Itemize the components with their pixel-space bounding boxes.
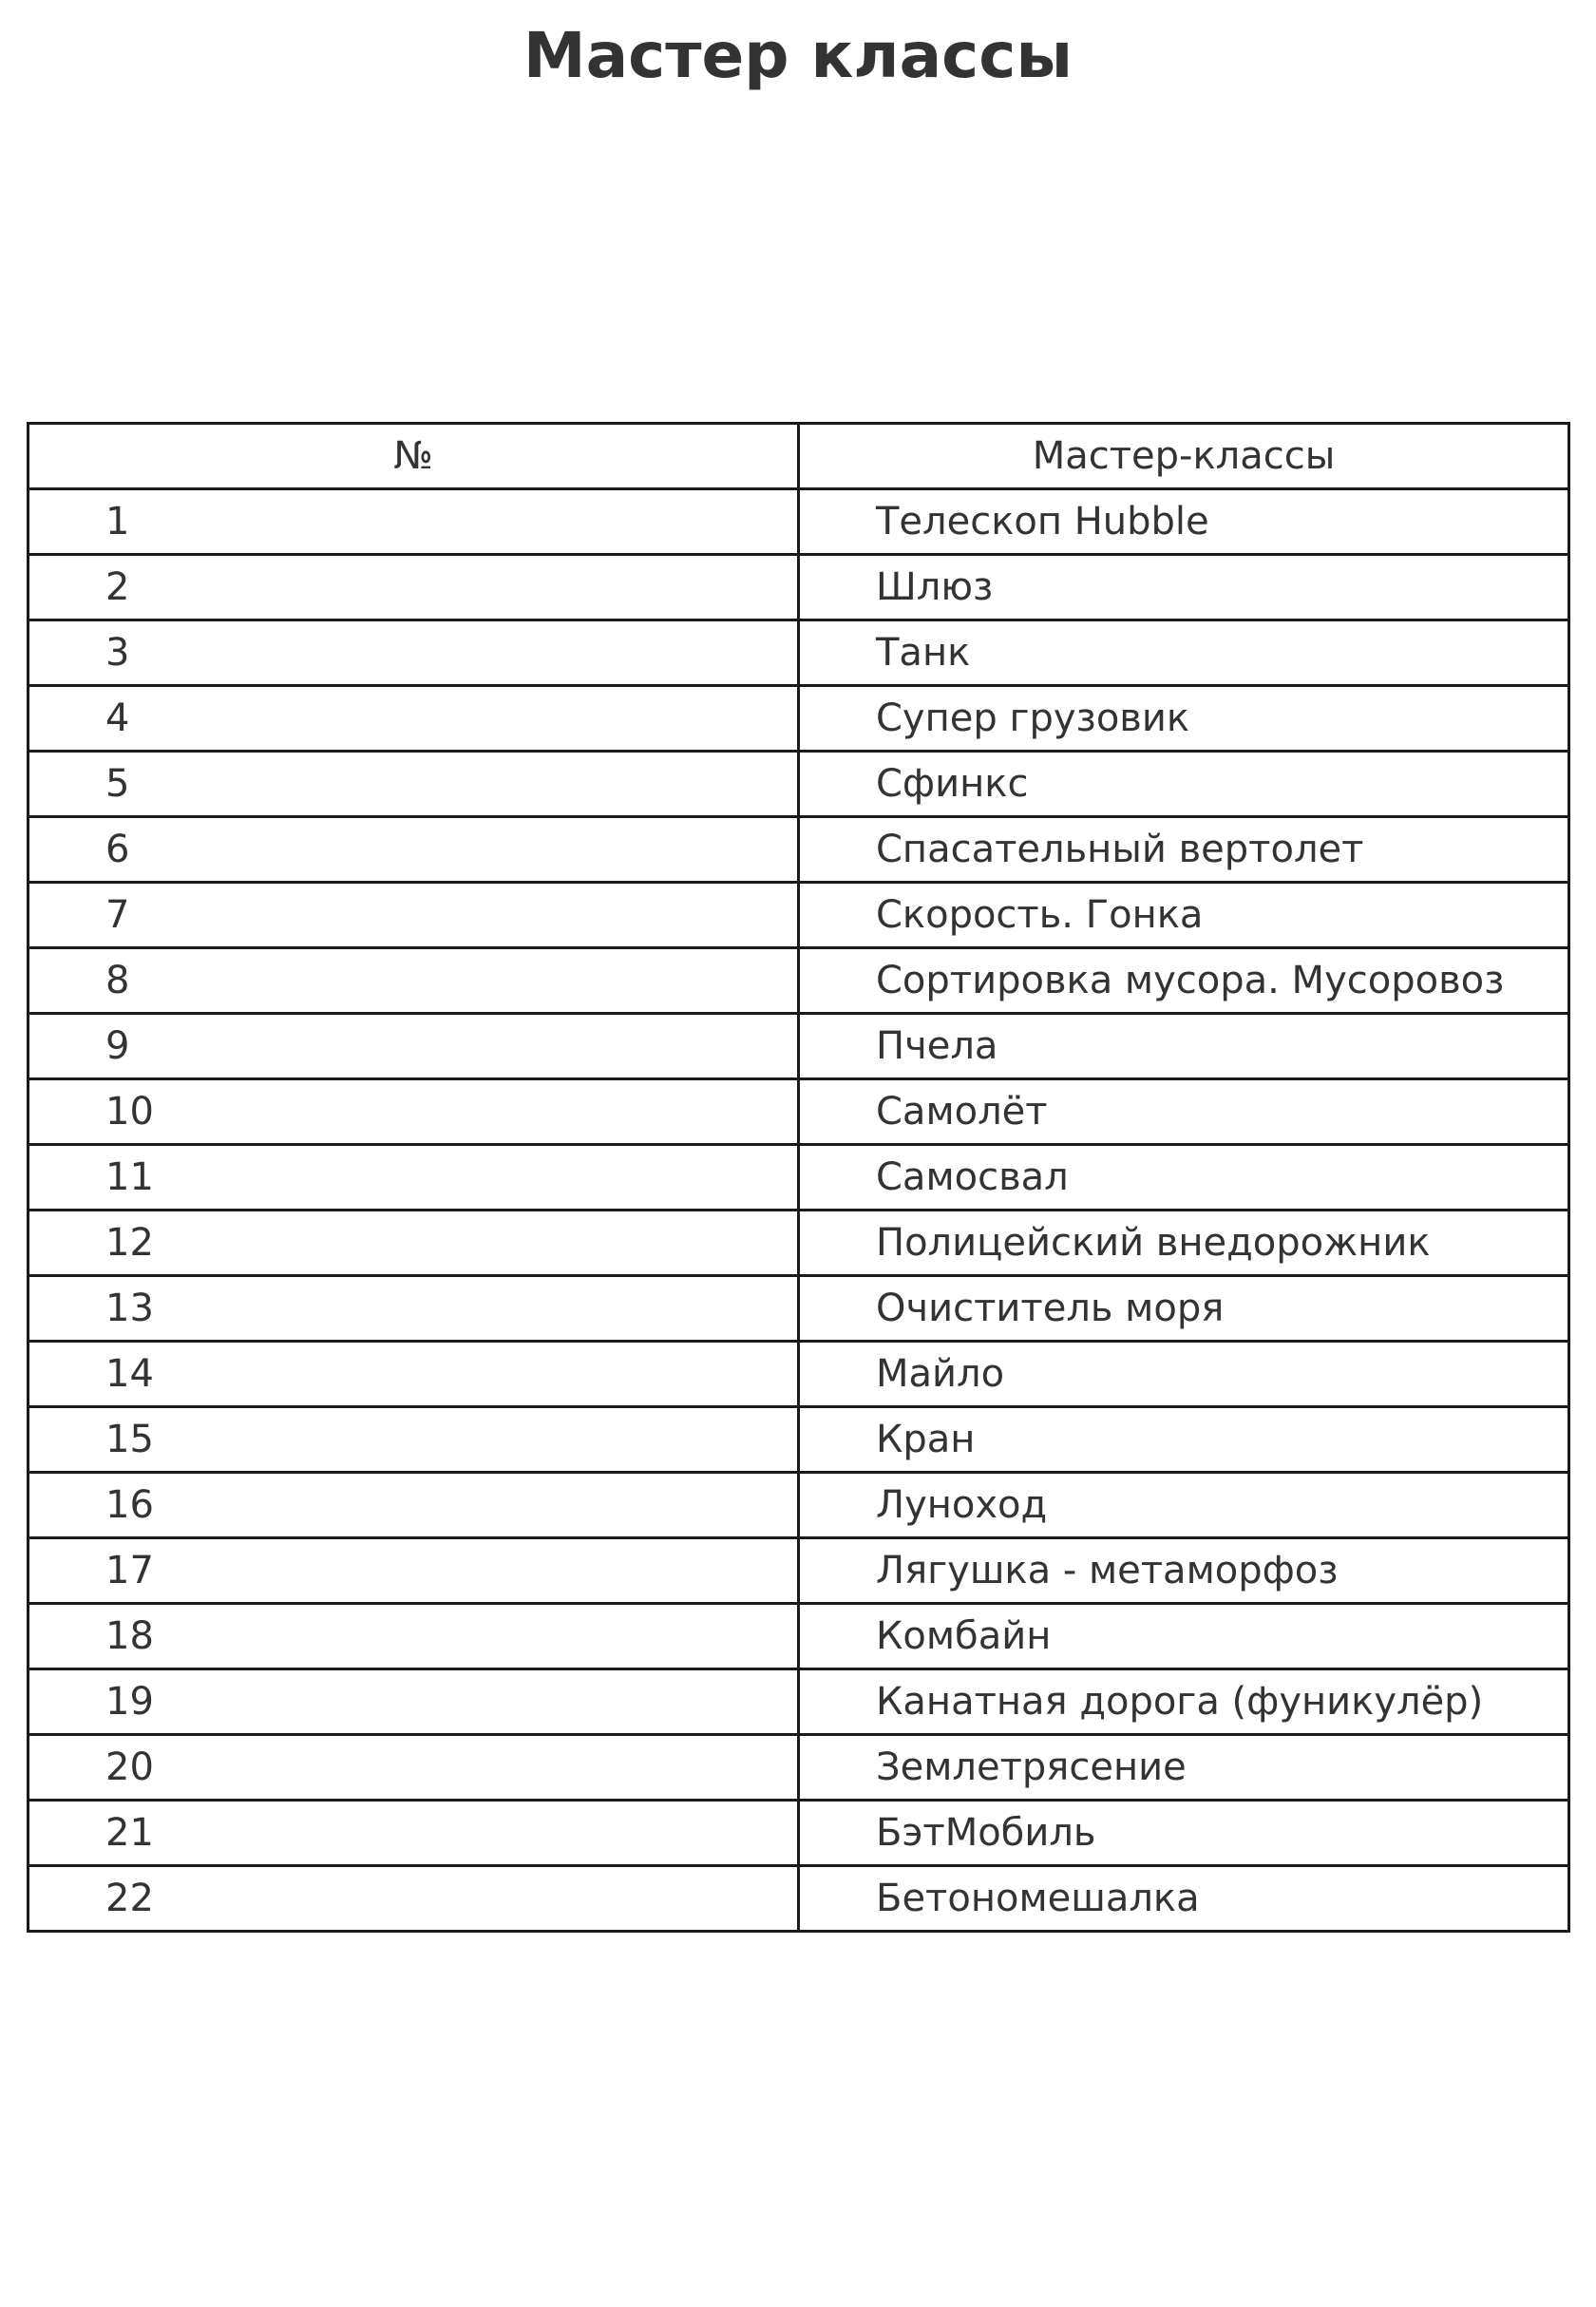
row-class-name: Землетрясение — [799, 1735, 1569, 1801]
row-class-name: Самосвал — [799, 1145, 1569, 1211]
row-number: 13 — [28, 1276, 799, 1342]
table-row — [28, 1407, 1569, 1473]
table-body — [28, 489, 1569, 1932]
page-title: Мастер классы — [522, 19, 1074, 92]
row-class-name: Полицейский внедорожник — [799, 1211, 1569, 1276]
row-number: 19 — [28, 1669, 799, 1735]
row-class-name: БэтМобиль — [799, 1801, 1569, 1866]
row-class-name: Скорость. Гонка — [799, 883, 1569, 948]
row-number: 17 — [28, 1538, 799, 1604]
table-row — [28, 1866, 1569, 1932]
table-row — [28, 817, 1569, 883]
row-number: 18 — [28, 1604, 799, 1669]
row-class-name: Комбайн — [799, 1604, 1569, 1669]
row-number: 22 — [28, 1866, 799, 1932]
table-row — [28, 1014, 1569, 1079]
header-master-classes: Мастер-классы — [799, 424, 1569, 489]
table-row — [28, 620, 1569, 686]
table-row — [28, 1079, 1569, 1145]
row-number: 7 — [28, 883, 799, 948]
row-class-name: Телескоп Hubble — [799, 489, 1569, 555]
row-number: 12 — [28, 1211, 799, 1276]
row-number: 8 — [28, 948, 799, 1014]
row-class-name: Очиститель моря — [799, 1276, 1569, 1342]
table-row — [28, 1735, 1569, 1801]
row-class-name: Лягушка - метаморфоз — [799, 1538, 1569, 1604]
row-number: 14 — [28, 1342, 799, 1407]
row-number: 10 — [28, 1079, 799, 1145]
row-class-name: Сортировка мусора. Мусоровоз — [799, 948, 1569, 1014]
row-class-name: Танк — [799, 620, 1569, 686]
table-header-row — [28, 424, 1569, 489]
table-row — [28, 1669, 1569, 1735]
table-row — [28, 1211, 1569, 1276]
master-classes-table — [27, 422, 1570, 1933]
row-number: 15 — [28, 1407, 799, 1473]
row-number: 5 — [28, 752, 799, 817]
table-row — [28, 1342, 1569, 1407]
table-row — [28, 1538, 1569, 1604]
table-row — [28, 752, 1569, 817]
table-row — [28, 555, 1569, 620]
row-class-name: Пчела — [799, 1014, 1569, 1079]
header-number: № — [28, 424, 799, 489]
row-class-name: Канатная дорога (фуникулёр) — [799, 1669, 1569, 1735]
row-class-name: Кран — [799, 1407, 1569, 1473]
row-class-name: Бетономешалка — [799, 1866, 1569, 1932]
row-class-name: Спасательный вертолет — [799, 817, 1569, 883]
table-row — [28, 1145, 1569, 1211]
row-number: 16 — [28, 1473, 799, 1538]
row-number: 2 — [28, 555, 799, 620]
table-row — [28, 489, 1569, 555]
table-row — [28, 1801, 1569, 1866]
row-number: 6 — [28, 817, 799, 883]
row-class-name: Шлюз — [799, 555, 1569, 620]
row-class-name: Луноход — [799, 1473, 1569, 1538]
row-number: 20 — [28, 1735, 799, 1801]
table-row — [28, 1604, 1569, 1669]
row-class-name: Супер грузовик — [799, 686, 1569, 752]
table-row — [28, 883, 1569, 948]
table-row — [28, 948, 1569, 1014]
row-number: 21 — [28, 1801, 799, 1866]
row-class-name: Майло — [799, 1342, 1569, 1407]
table-row — [28, 1473, 1569, 1538]
row-number: 9 — [28, 1014, 799, 1079]
row-number: 4 — [28, 686, 799, 752]
table-row — [28, 1276, 1569, 1342]
row-class-name: Сфинкс — [799, 752, 1569, 817]
table-row — [28, 686, 1569, 752]
row-number: 3 — [28, 620, 799, 686]
row-number: 11 — [28, 1145, 799, 1211]
row-number: 1 — [28, 489, 799, 555]
row-class-name: Самолёт — [799, 1079, 1569, 1145]
